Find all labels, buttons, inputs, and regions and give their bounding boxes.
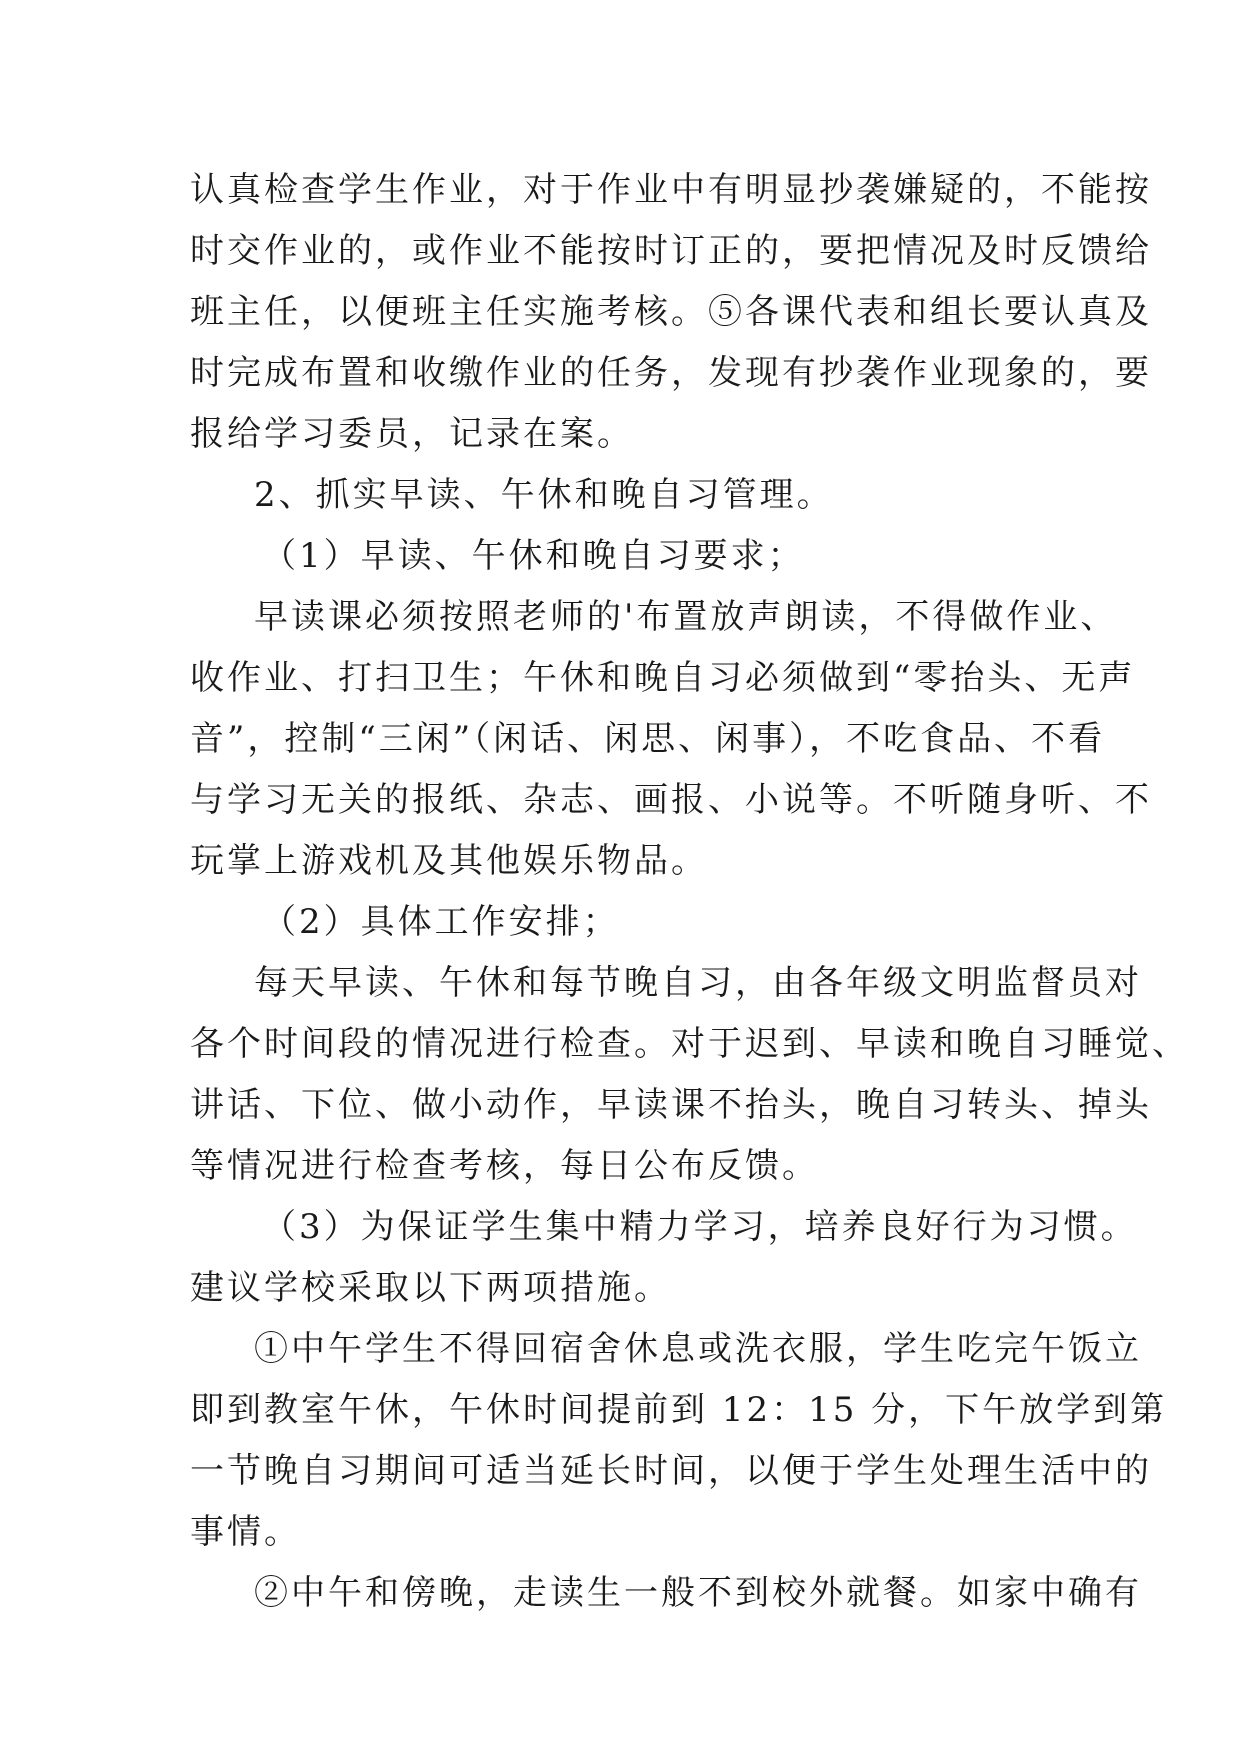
text-line: 与学习无关的报纸、杂志、画报、小说等。不听随身听、不 [190, 780, 1152, 820]
text-line: 一节晚自习期间可适当延长时间，以便于学生处理生活中的 [190, 1451, 1152, 1491]
section-heading: 2、抓实早读、午休和晚自习管理。 [254, 475, 834, 515]
text-line: 班主任，以便班主任实施考核。⑤各课代表和组长要认真及 [190, 292, 1152, 332]
text-line: 每天早读、午休和每节晚自习，由各年级文明监督员对 [254, 963, 1142, 1003]
text-line: 各个时间段的情况进行检查。对于迟到、早读和晚自习睡觉、 [190, 1024, 1189, 1064]
text-line: 收作业、打扫卫生；午休和晚自习必须做到“零抬头、无声 [190, 658, 1136, 698]
subsection-heading: （1）早读、午休和晚自习要求； [262, 536, 805, 576]
subsection-heading: （2）具体工作安排； [262, 902, 620, 942]
text-line: 讲话、下位、做小动作，早读课不抬头，晚自习转头、掉头 [190, 1085, 1152, 1125]
text-line: 早读课必须按照老师的'布置放声朗读，不得做作业、 [254, 597, 1118, 637]
text-line: 玩掌上游戏机及其他娱乐物品。 [190, 841, 708, 881]
text-line: 认真检查学生作业，对于作业中有明显抄袭嫌疑的，不能按 [190, 170, 1152, 210]
text-line: 时交作业的，或作业不能按时订正的，要把情况及时反馈给 [190, 231, 1152, 271]
text-line: 建议学校采取以下两项措施。 [190, 1268, 671, 1308]
text-line: 时完成布置和收缴作业的任务，发现有抄袭作业现象的，要 [190, 353, 1152, 393]
text-line: ①中午学生不得回宿舍休息或洗衣服，学生吃完午饭立 [254, 1329, 1142, 1369]
text-line: ②中午和傍晚，走读生一般不到校外就餐。如家中确有 [254, 1573, 1142, 1613]
document-page [190, 160, 1189, 1624]
text-line: 事情。 [190, 1512, 301, 1552]
text-line: 报给学习委员，记录在案。 [190, 414, 634, 454]
text-line: 即到教室午休，午休时间提前到 12：15 分，下午放学到第 [190, 1390, 1168, 1430]
subsection-heading: （3）为保证学生集中精力学习，培养良好行为习惯。 [262, 1207, 1138, 1247]
text-line: 音”，控制“三闲”（闲话、闲思、闲事），不吃食品、不看 [190, 719, 1106, 759]
text-line: 等情况进行检查考核，每日公布反馈。 [190, 1146, 819, 1186]
